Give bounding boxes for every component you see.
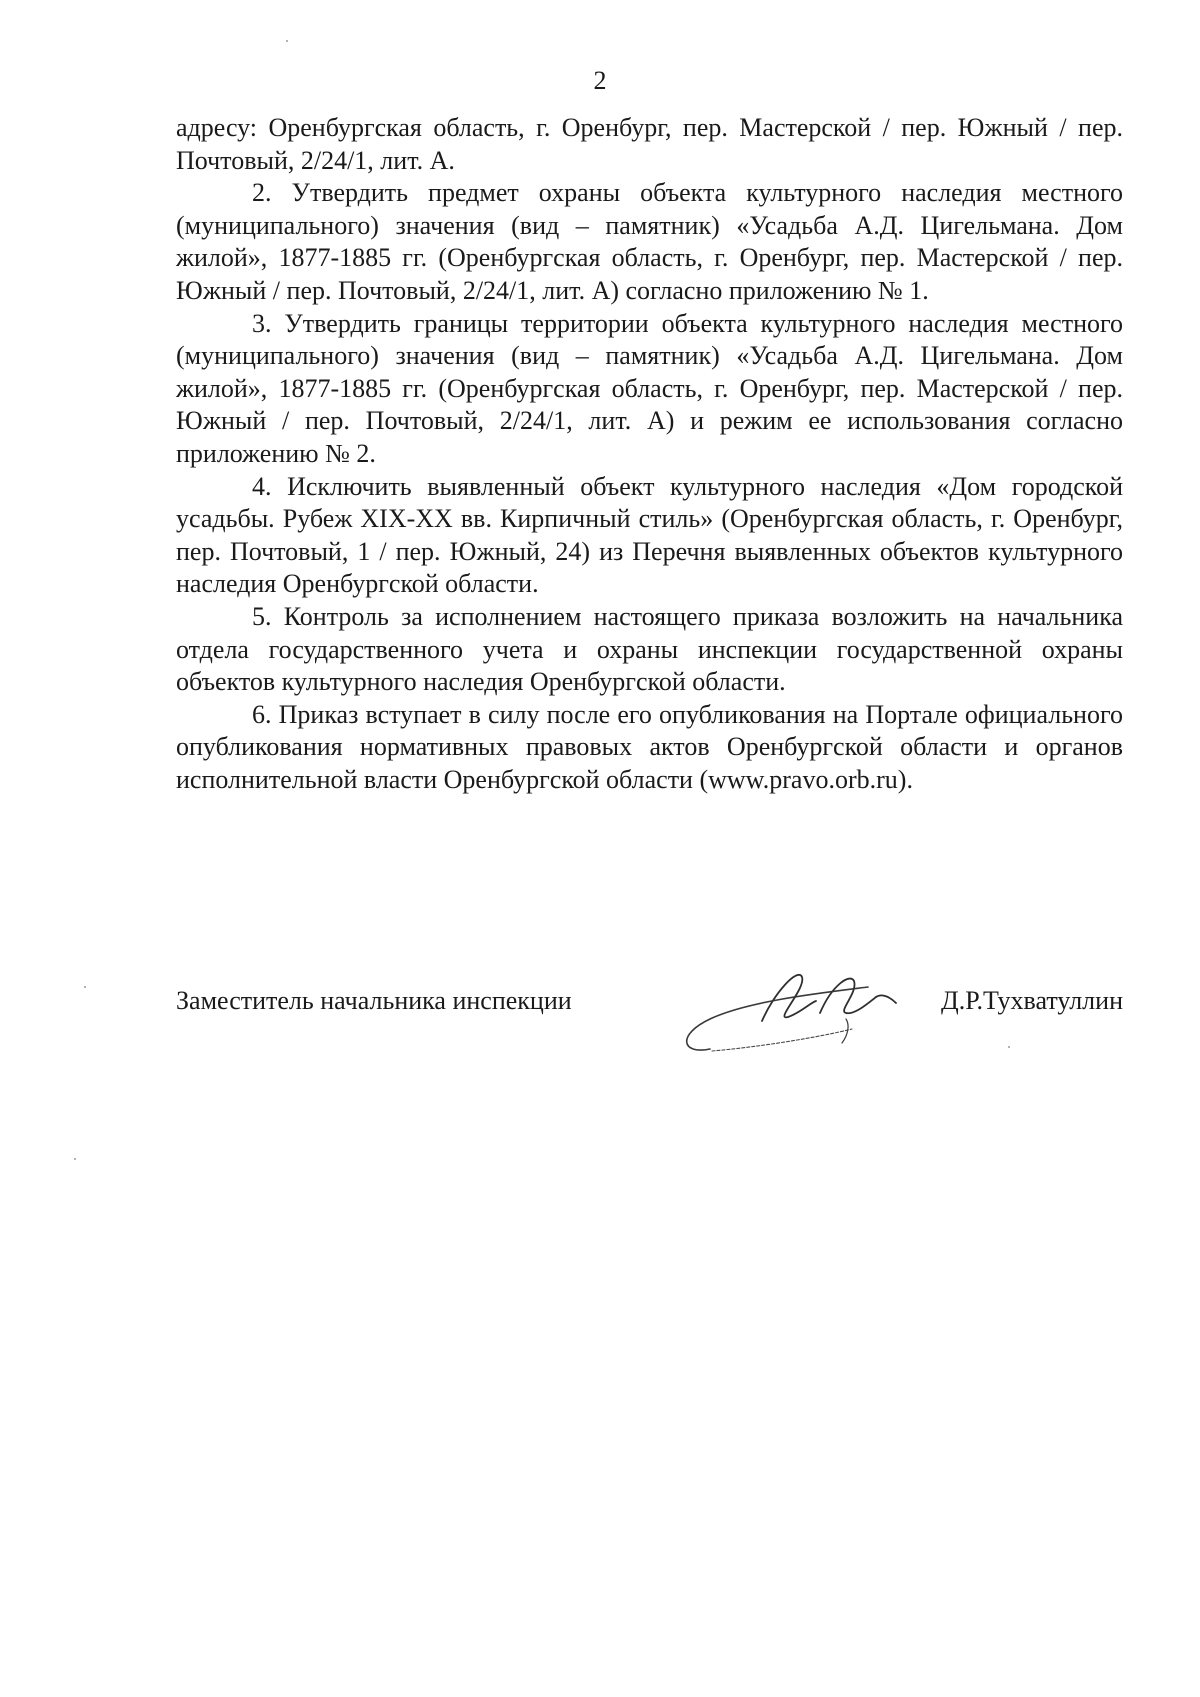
paragraph-item-4: 4. Исключить выявленный объект культурного наследия «Дом городской усадьбы. Рубеж XIX-XX вв. Кирпичный стиль» (Оренбургская область, г. Оренбург, пер. Почтовый, 1 / пер. Южный, 24) из Перечня выявленных объектов культурного наследия Оренбургской области. — [176, 471, 1123, 599]
paragraph-item-3: 3. Утвердить границы территории объекта культурного наследия местного (муниципального) значения (вид – памятник) «Усадьба А.Д. Цигельмана. Дом жилой», 1877-1885 гг. (Оренбургская область, г. Оренбург, пер. Мастерской / пер. Южный / пер. Почтовый, 2/24/1, лит. А) и режим ее использования согласно приложению № 2. — [176, 308, 1123, 468]
signatory-position: Заместитель начальника инспекции — [176, 986, 572, 1015]
document-body — [176, 112, 1123, 796]
handwritten-signature — [670, 963, 920, 1063]
scan-speck — [1008, 1046, 1010, 1048]
scan-speck — [286, 40, 288, 42]
paragraph-item-5: 5. Контроль за исполнением настоящего приказа возложить на начальника отдела государственного учета и охраны инспекции государственной охраны объектов культурного наследия Оренбургской области. — [176, 601, 1123, 697]
paragraph-continuation: адресу: Оренбургская область, г. Оренбург, пер. Мастерской / пер. Южный / пер. Почтовый, 2/24/1, лит. А. — [176, 113, 1123, 175]
scan-speck — [84, 986, 86, 988]
page-number: 2 — [593, 66, 607, 95]
paragraph-item-2: 2. Утвердить предмет охраны объекта культурного наследия местного (муниципального) значения (вид – памятник) «Усадьба А.Д. Цигельмана. Дом жилой», 1877-1885 гг. (Оренбургская область, г. Оренбург, пер. Мастерской / пер. Южный / пер. Почтовый, 2/24/1, лит. А) согласно приложению № 1. — [176, 178, 1123, 305]
paragraph-item-6: 6. Приказ вступает в силу после его опубликования на Портале официального опубликования нормативных правовых актов Оренбургской области и органов исполнительной власти Оренбургской области (www.pravo.orb.ru). — [176, 699, 1123, 794]
signature-block — [176, 985, 1123, 1075]
scan-speck — [74, 1158, 76, 1160]
signatory-name: Д.Р.Тухватуллин — [941, 986, 1123, 1015]
